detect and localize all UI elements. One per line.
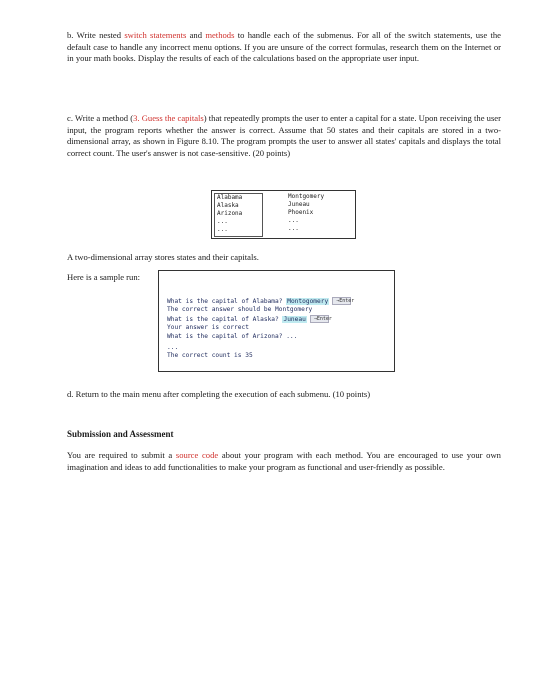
submission-rest: about your program with each method. You are encouraged to use your own imagination and ideas to add functionalities to make your program as functional and user-friendly as possible. xyxy=(67,450,501,472)
part-c-rest: ) that repeatedly prompts the user to enter a capital for a state. Upon receiving the user input, the program reports whether the answer is correct. Assume that 50 states and their capitals are stored in a two-dimensional array, as shown in Figure 8.10. The program prompts the user to answer all states' capitals and displays the total correct count. The user's answer is not case-sensitive. (20 points) xyxy=(67,113,501,158)
part-d-paragraph: d. Return to the main menu after completing the execution of each submenu. (10 points) xyxy=(67,389,371,399)
part-b-prefix: b. Write nested xyxy=(67,30,125,40)
capital-cell: Phoenix xyxy=(288,209,314,216)
capital-cell: Juneau xyxy=(288,201,310,208)
console-line: Your answer is correct xyxy=(167,324,249,332)
states-column xyxy=(214,193,263,237)
console-text: What is the capital of Alabama? xyxy=(167,298,287,305)
console-line xyxy=(167,315,351,324)
part-c-paragraph xyxy=(67,113,501,159)
console-line: What is the capital of Arizona? ... xyxy=(167,332,298,340)
part-b-mid: and xyxy=(186,30,206,40)
capitals-column xyxy=(288,193,324,233)
submission-paragraph xyxy=(67,450,501,473)
capital-cell: ... xyxy=(288,225,299,232)
part-b-rest: to handle each of the submenus. For all of the switch statements, use the default case to handle any incorrect menu options. If you are unsure of the correct formulas, research them on the Internet or in your math books. Display the results of each of the calculations based on the appropriate user input. xyxy=(67,30,501,64)
capital-cell: ... xyxy=(288,217,299,224)
state-cell: ... xyxy=(217,218,228,225)
guess-capitals-link[interactable]: 3. Guess the capitals xyxy=(133,113,204,123)
state-cell: Alaska xyxy=(217,202,239,209)
enter-key-label: →Enter xyxy=(313,315,332,322)
console-line: The correct answer should be Montgomery xyxy=(167,306,313,314)
sample-run-console xyxy=(158,270,395,372)
sample-run-label: Here is a sample run: xyxy=(67,272,141,282)
console-text: What is the capital of Alaska? xyxy=(167,315,283,323)
methods-link[interactable]: methods xyxy=(205,30,235,40)
part-c-prefix: c. Write a method ( xyxy=(67,113,134,123)
state-cell: Alabama xyxy=(217,194,243,201)
console-line: The correct count is 35 xyxy=(167,352,253,360)
switch-statements-link[interactable]: switch statements xyxy=(124,30,187,40)
figure-caption: A two-dimensional array stores states and their capitals. xyxy=(67,252,259,262)
submission-prefix: You are required to submit a xyxy=(67,450,176,460)
capital-cell: Montgomery xyxy=(288,193,325,200)
source-code-link[interactable]: source code xyxy=(175,450,219,460)
enter-key-icon xyxy=(310,315,332,323)
submission-heading: Submission and Assessment xyxy=(67,429,174,439)
console-input: Juneau xyxy=(283,315,306,323)
enter-key-icon xyxy=(332,297,355,305)
console-line: ... xyxy=(167,344,179,352)
console-output xyxy=(167,297,355,361)
state-capital-figure xyxy=(211,190,356,239)
part-b-paragraph xyxy=(67,30,501,65)
enter-key-label: →Enter xyxy=(336,298,355,304)
console-input: Montogomery xyxy=(287,298,329,305)
state-cell: Arizona xyxy=(217,210,243,217)
console-line xyxy=(167,297,355,306)
state-cell: ... xyxy=(217,226,228,233)
